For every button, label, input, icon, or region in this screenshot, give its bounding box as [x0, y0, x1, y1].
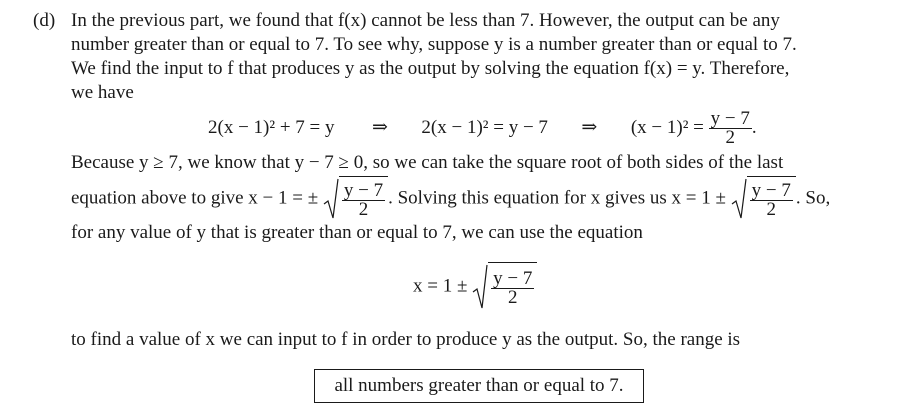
paragraph-1-line-2: number greater than or equal to 7. To see why, suppose y is a number greater than or equal to 7. — [71, 34, 797, 55]
inline-fraction-2-numerator: y − 7 — [751, 180, 791, 202]
fraction — [709, 110, 752, 147]
equation-period: . — [751, 117, 757, 138]
fraction-numerator: y − 7 — [710, 108, 750, 130]
inline-fraction-2 — [750, 182, 793, 219]
display-fraction-2-numerator: y − 7 — [493, 268, 533, 290]
implies-arrow-2: ⇒ — [581, 117, 598, 138]
equation-part-1: 2(x − 1)² + 7 = y — [208, 117, 335, 138]
inline-fraction-2-denominator: 2 — [766, 199, 777, 221]
paragraph-2-line-3: for any value of y that is greater than or equal to 7, we can use the equation — [71, 222, 643, 243]
inline-fraction-1-numerator: y − 7 — [343, 180, 384, 202]
implies-arrow-1: ⇒ — [372, 117, 388, 138]
square-root-1 — [323, 176, 388, 222]
paragraph-1-line-3: We find the input to f that produces y as the output by solving the equation f(x) = y. Therefore, — [71, 58, 790, 79]
paragraph-2-line-2-text-b: . Solving this equation for x gives us x = 1 ± — [388, 187, 726, 209]
display-fraction-2 — [491, 270, 534, 307]
paragraph-2-line-2-text-a: equation above to give x − 1 = ± — [71, 187, 319, 209]
paragraph-2-line-2-text-c: . So, — [795, 187, 831, 209]
radical-sign-icon — [731, 176, 747, 220]
paragraph-2-line-2 — [71, 176, 830, 222]
answer-box: all numbers greater than or equal to 7. — [314, 369, 644, 403]
radical-sign-icon — [472, 262, 488, 310]
equation-part-3-lhs: (x − 1)² = — [630, 117, 704, 138]
paragraph-1-line-1: In the previous part, we found that f(x) cannot be less than 7. However, the output can be any — [71, 10, 780, 31]
display-equation-1 — [208, 108, 757, 148]
fraction-denominator: 2 — [725, 127, 735, 149]
inline-fraction-1 — [342, 182, 385, 219]
display-fraction-2-denominator: 2 — [508, 287, 518, 309]
square-root-3 — [472, 262, 537, 312]
inline-fraction-1-denominator: 2 — [358, 199, 369, 221]
paragraph-3-line-1: to find a value of x we can input to f in order to produce y as the output. So, the range is — [71, 329, 741, 350]
paragraph-1-line-4: we have — [71, 82, 134, 103]
equation-2-lhs: x = 1 ± — [413, 275, 468, 297]
square-root-2 — [731, 176, 796, 222]
display-equation-2 — [413, 262, 537, 312]
equation-part-2: 2(x − 1)² = y − 7 — [421, 117, 548, 138]
radical-sign-icon — [323, 176, 339, 220]
part-label: (d) — [33, 10, 56, 31]
paragraph-2-line-1: Because y ≥ 7, we know that y − 7 ≥ 0, so we can take the square root of both sides of the last — [71, 152, 784, 173]
